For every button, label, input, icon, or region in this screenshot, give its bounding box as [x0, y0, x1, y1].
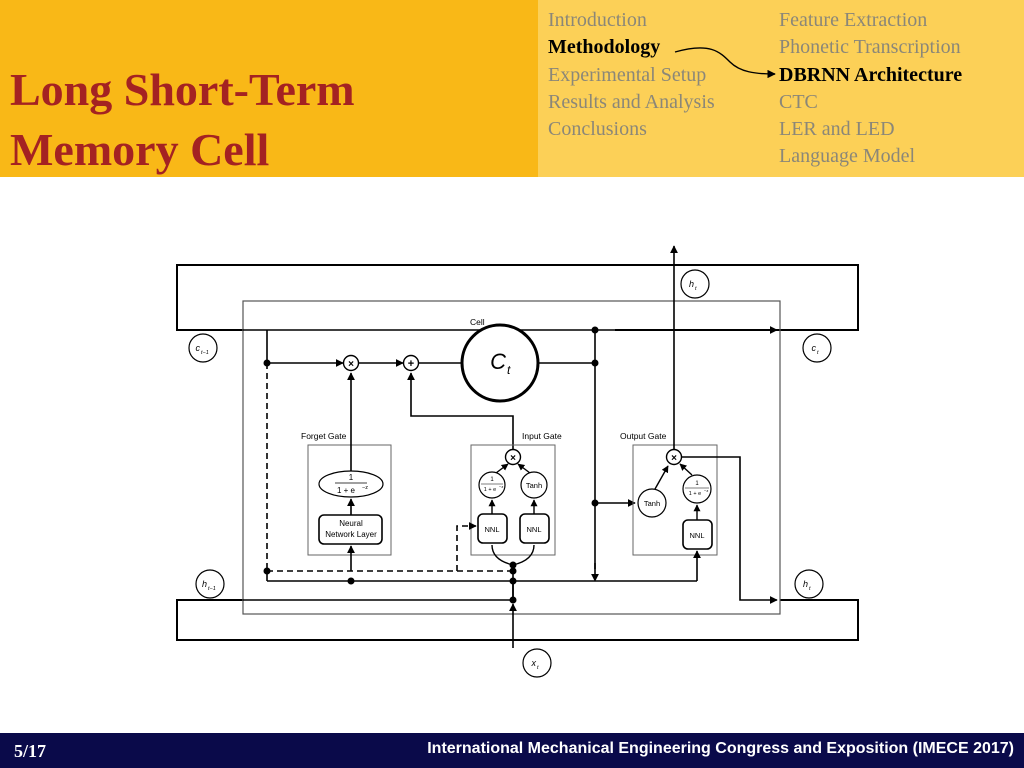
nav-subsection-phonetic-transcription[interactable]: Phonetic Transcription — [779, 36, 961, 59]
svg-text:c: c — [195, 343, 200, 353]
nav-arrow-icon — [670, 40, 780, 80]
svg-text:x: x — [531, 658, 536, 668]
footer-bar — [0, 733, 1024, 768]
svg-text:1 + e: 1 + e — [688, 491, 702, 497]
input-gate-label: Input Gate — [522, 431, 562, 441]
svg-text:1: 1 — [490, 477, 494, 483]
h-top-label — [681, 270, 709, 298]
nav-subsection-language-model[interactable]: Language Model — [779, 145, 916, 168]
svg-text:C: C — [490, 349, 506, 374]
x-input-label — [523, 649, 551, 677]
nav-section-results-and-analysis[interactable]: Results and Analysis — [548, 90, 715, 113]
slide-title-line-1: Long Short-Term — [10, 64, 355, 115]
svg-text:t: t — [537, 665, 539, 671]
svg-text:t: t — [507, 363, 511, 377]
svg-text:NNL: NNL — [689, 531, 705, 540]
svg-text:Tanh: Tanh — [525, 481, 543, 490]
cell-label: Cell — [470, 317, 485, 327]
svg-text:h: h — [688, 279, 694, 289]
nav-subsection-feature-extraction[interactable]: Feature Extraction — [779, 9, 928, 31]
svg-text:1 + e: 1 + e — [483, 487, 497, 493]
svg-text:×: × — [510, 453, 516, 464]
svg-text:h: h — [201, 579, 207, 589]
svg-text:×: × — [348, 359, 354, 370]
svg-text:Network Layer: Network Layer — [325, 530, 377, 539]
svg-text:c: c — [811, 343, 816, 353]
slide-title-line-2: Memory Cell — [10, 124, 270, 175]
svg-text:Neural: Neural — [339, 519, 363, 528]
svg-text:1: 1 — [348, 473, 354, 482]
nav-section-experimental-setup[interactable]: Experimental Setup — [548, 63, 707, 86]
svg-text:−z: −z — [499, 484, 504, 489]
h-prev-label — [196, 570, 224, 598]
svg-text:h: h — [802, 579, 808, 589]
c-next-label — [803, 334, 831, 362]
svg-text:−z: −z — [362, 485, 368, 491]
svg-text:t: t — [695, 286, 697, 292]
lstm-diagram — [165, 238, 865, 683]
subsection-nav — [779, 7, 962, 171]
svg-text:1: 1 — [695, 481, 699, 487]
svg-text:NNL: NNL — [484, 525, 500, 534]
nav-subsection-dbrnn-architecture[interactable]: DBRNN Architecture — [779, 63, 963, 86]
svg-text:t: t — [817, 350, 819, 356]
page-number: 5/17 — [14, 741, 47, 761]
nav-subsection-ctc[interactable]: CTC — [779, 90, 818, 113]
output-gate-label: Output Gate — [620, 431, 667, 441]
svg-text:t−1: t−1 — [208, 586, 216, 592]
forget-gate-label: Forget Gate — [301, 431, 347, 441]
svg-text:×: × — [671, 453, 677, 464]
nav-section-methodology[interactable]: Methodology — [548, 36, 661, 59]
svg-text:NNL: NNL — [526, 525, 542, 534]
nav-section-introduction[interactable]: Introduction — [548, 9, 647, 31]
svg-text:t−1: t−1 — [201, 350, 209, 356]
svg-text:t: t — [809, 586, 811, 592]
svg-text:−z: −z — [704, 488, 709, 493]
slide-title — [10, 60, 355, 180]
svg-text:+: + — [407, 358, 415, 370]
h-next-label — [795, 570, 823, 598]
title-panel — [0, 0, 538, 177]
svg-text:1 + e: 1 + e — [336, 486, 356, 495]
footer-title: International Mechanical Engineering Congress and Exposition (IMECE 2017) — [427, 740, 1014, 757]
svg-text:Tanh: Tanh — [643, 499, 661, 508]
c-prev-label — [189, 334, 217, 362]
nav-section-conclusions[interactable]: Conclusions — [548, 118, 647, 141]
nav-subsection-ler-and-led[interactable]: LER and LED — [779, 118, 895, 141]
